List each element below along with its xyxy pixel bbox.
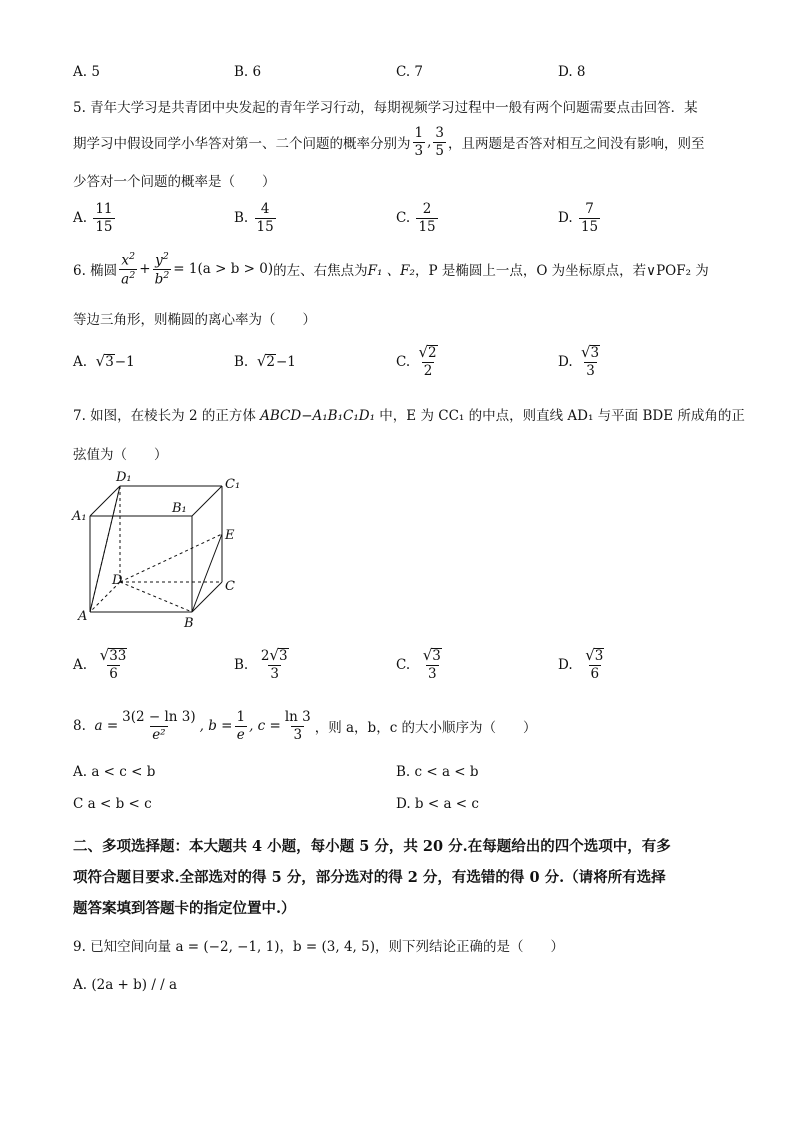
label-c1: C₁ bbox=[225, 477, 241, 492]
q6-option-a: A. √ 3 −1 bbox=[73, 352, 135, 371]
q6-eq-tail: = 1(a > b > 0) bbox=[173, 261, 274, 277]
q8-c-fraction: $\frac{\ln 3}{3}$ bbox=[284, 709, 311, 743]
q7-cube-figure bbox=[70, 466, 250, 634]
q6-x-term: $\frac{x^2}{a^2}$ bbox=[121, 250, 136, 287]
sqrt-icon: √ 3 bbox=[580, 343, 600, 362]
q6-line1-post: 的左、右焦点为 bbox=[273, 263, 368, 279]
label-e: E bbox=[225, 528, 235, 543]
q6-y-term: $\frac{y^2}{b^2}$ bbox=[154, 250, 170, 287]
q7-line1: 7. 如图，在棱长为 2 的正方体 ABCD−A₁B₁C₁D₁ 中，E 为 CC₁ 的中点，则直线 AD₁ 与平面 BDE 所成角的正 bbox=[73, 408, 745, 424]
q4-option-c: C. 7 bbox=[396, 64, 424, 80]
label-b: B bbox=[184, 616, 194, 631]
segment-bd bbox=[120, 582, 192, 612]
q8-b-fraction: $\frac{1}{e}$ bbox=[236, 709, 246, 743]
q9-line1: 9. 已知空间向量 a = (−2, −1, 1)，b = (3, 4, 5)，则下列结论正确的是（ ） bbox=[73, 939, 564, 955]
label-a1: A₁ bbox=[72, 509, 87, 524]
sqrt-icon: √ 3 bbox=[269, 646, 288, 665]
sqrt-icon: √ 3 bbox=[585, 646, 604, 665]
q7-option-d: D. √ 3 6 bbox=[558, 646, 604, 683]
q5-sep: , bbox=[427, 134, 432, 150]
q4-option-a: A. 5 bbox=[73, 64, 100, 80]
q6-foci: F₁ 、F₂ bbox=[367, 263, 415, 279]
q5-line2 bbox=[73, 124, 704, 160]
cube-edge bbox=[192, 582, 222, 612]
q5-options bbox=[0, 198, 794, 238]
label-c: C bbox=[225, 579, 235, 594]
q6-number: 6. 椭圆 bbox=[73, 263, 118, 279]
q7-option-a: A. √ 33 6 bbox=[73, 646, 127, 683]
section2-line1: 二、多项选择题：本大题共 4 小题，每小题 5 分，共 20 分.在每题给出的四个选项中，有多 bbox=[73, 838, 671, 855]
q6-line1: 6. 椭圆 $\frac{x^2}{a^2}$ + $\frac{y^2}{b^2}$ = 1(a > b > 0) 的左、右焦点为 F₁ 、F₂ ，P 是椭圆上一点，O 为坐标原点，若∨POF₂ 为 bbox=[73, 250, 709, 287]
segment-ad1-solid bbox=[90, 486, 120, 612]
sqrt-icon: √ 3 bbox=[95, 352, 114, 371]
q9-option-a: A. (2a + b) / / a bbox=[73, 977, 178, 993]
q8-a-fraction: $\frac{3(2 - \ln 3)}{\text{e²}}$ bbox=[122, 709, 196, 743]
q5-prob2-fraction: $\frac{3}{5}$ bbox=[435, 125, 444, 159]
q7-option-c: C. √ 3 3 bbox=[396, 646, 441, 683]
q5-prob1-fraction: $\frac{1}{3}$ bbox=[414, 125, 424, 159]
sqrt-icon: √ 2 bbox=[418, 343, 437, 362]
label-a: A bbox=[78, 609, 88, 624]
q5-line2-pre: 期学习中假设同学小华答对第一、二个问题的概率分别为 bbox=[73, 136, 411, 152]
sqrt-icon: √ 2 bbox=[256, 352, 275, 371]
q6-line2: 等边三角形，则椭圆的离心率为（ ） bbox=[73, 312, 316, 328]
q8-options-row2 bbox=[0, 796, 794, 818]
q8-option-b: B. c < a < b bbox=[396, 764, 479, 780]
q7-options bbox=[0, 642, 794, 688]
q4-option-b: B. 6 bbox=[234, 64, 262, 80]
q7-line2: 弦值为（ ） bbox=[73, 447, 168, 463]
q7-cube-name: ABCD−A₁B₁C₁D₁ bbox=[260, 408, 375, 424]
q6-option-c: C. √ 2 2 bbox=[396, 343, 437, 380]
label-d: D bbox=[112, 573, 123, 588]
label-b1: B₁ bbox=[172, 501, 187, 516]
label-d1: D₁ bbox=[116, 470, 132, 485]
q5-line3: 少答对一个问题的概率是（ ） bbox=[73, 174, 276, 190]
q7-option-b: B. 2 √ 3 3 bbox=[234, 646, 288, 683]
sqrt-icon: √ 33 bbox=[99, 646, 127, 665]
q5-line2-post: ，且两题是否答对相互之间没有影响，则至 bbox=[447, 136, 705, 152]
sqrt-icon: √ 3 bbox=[422, 646, 441, 665]
section2-line2: 项符合题目要求.全部选对的得 5 分，部分选对的得 2 分，有选错的得 0 分.（请将所有选择 bbox=[73, 869, 666, 886]
q8-option-a: A. a < c < b bbox=[73, 764, 156, 780]
q8-number: 8. bbox=[73, 718, 86, 734]
cube-edge bbox=[90, 486, 120, 516]
q8-tail: ，则 a，b，c 的大小顺序为（ ） bbox=[314, 720, 537, 736]
q5-line1: 5. 青年大学习是共青团中央发起的青年学习行动，每期视频学习过程中一般有两个问题需要点击回答．某 bbox=[73, 100, 698, 116]
q5-option-a: A. $\frac{11}{15}$ bbox=[73, 201, 113, 235]
q6-option-b: B. √ 2 −1 bbox=[234, 352, 296, 371]
q6-option-d: D. √ 3 3 bbox=[558, 343, 600, 380]
q8-option-c: C a < b < c bbox=[73, 796, 152, 812]
section2-line3: 题答案填到答题卡的指定位置中.） bbox=[73, 900, 296, 917]
q5-option-b: B. $\frac{4}{15}$ bbox=[234, 201, 274, 235]
q8-option-d: D. b < a < c bbox=[396, 796, 479, 812]
q4-options bbox=[0, 64, 794, 86]
q6-options bbox=[0, 340, 794, 384]
q4-option-d: D. 8 bbox=[558, 64, 586, 80]
q6-line1-mid: ，P 是椭圆上一点，O 为坐标原点，若∨POF₂ 为 bbox=[414, 263, 709, 279]
q5-option-c: C. $\frac{2}{15}$ bbox=[396, 201, 436, 235]
q8-line1: 8. a = $\frac{3(2 - \ln 3)}{\text{e²}}$ , b = $\frac{1}{e}$ , c = $\frac{\ln 3}{3}$ ，则 a，b，c 的大小顺序为（ ） bbox=[73, 709, 537, 743]
cube-edge bbox=[192, 486, 222, 516]
q8-options-row1 bbox=[0, 764, 794, 786]
q5-option-d: D. $\frac{7}{15}$ bbox=[558, 201, 599, 235]
